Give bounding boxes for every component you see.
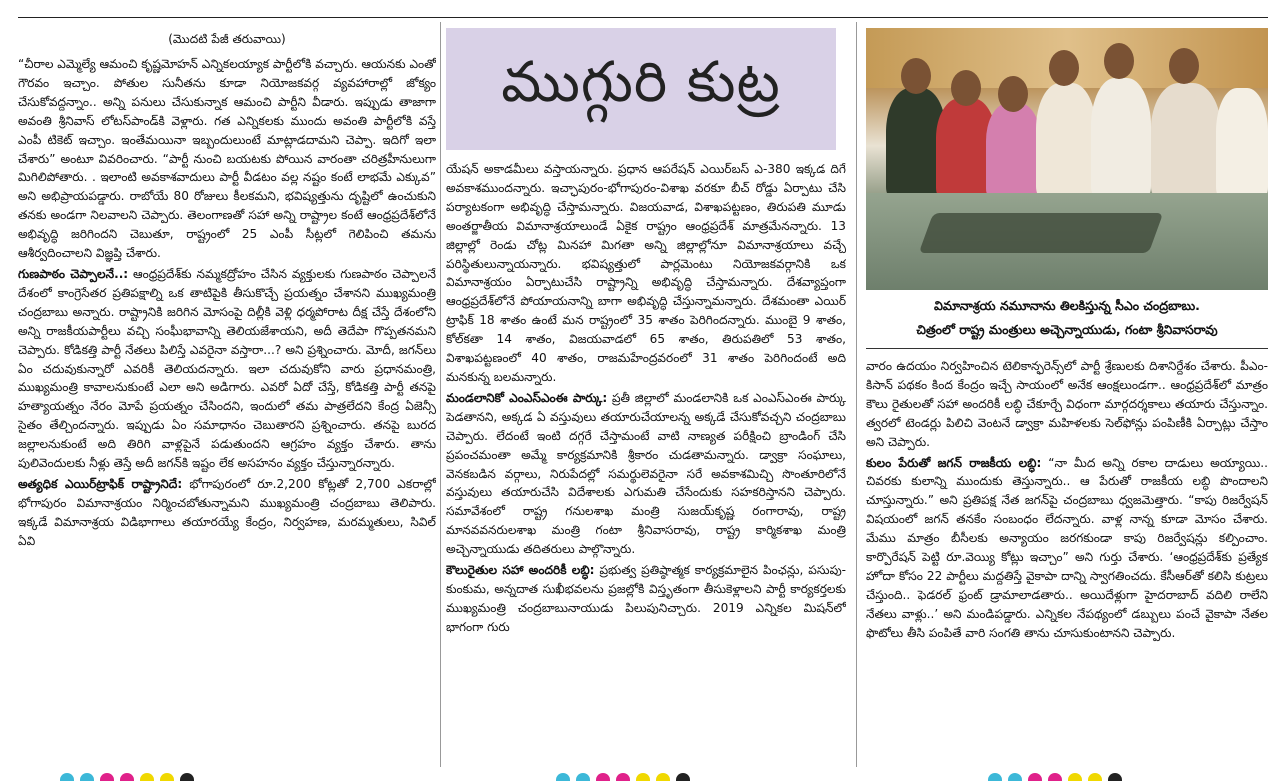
paragraph-text: “చీరాల ఎమ్మెల్యే ఆమంచి కృష్ణమోహన్ ఎన్నికలయ్యాక పార్టీలోకి వచ్చారు. ఆయనకు ఎంతో గౌరవం ఇచ్చాం. పోతుల సునీతను కూడా నియోజకవర్గ వ్యవహారాల్లో జోక్యం చేసుకోవద్దన్నాం.. అన్ని పనులు చేసుకున్నాక ఆమంచి పార్టీని వీడారు. ఇప్పుడు తాజాగా అవంతి శ్రీనివాస్ లోటస్‌పాండ్‌కి వెళ్లారు. గత ఎన్నికలకు ముందు అవంతి పార్టీలోకి వస్తే ఎంపీ టికెట్ ఇచ్చాం. ఇంతేమయినా ఇబ్బందులుంటే మాట్లాడదామని చెప్పా. ఇదిగో ఇలా చేశారు” అంటూ వివరించారు. “పార్టీ నుంచి బయటకు పోయిన వారంతా చరిత్రహీనులుగా మిగిలిపోతారు. . ఇలాంటి అవకాశవాదులు పార్టీ వీడటం వల్ల నష్టం కంటే లాభమే ఎక్కువ” అని అభిప్రాయపడ్డారు. రాబోయే 80 రోజులు కీలకమని, భవిష్యత్తును దృష్టిలో ఉంచుకుని తనకు అండగా నిలవాలని చెప్పారు. తెలంగాణతో సహా అన్ని రాష్ట్రాల కంటే ఆంధ్రప్రదేశ్‌లోనే అభివృద్ధి జరిగిందని చెబుతూ, రాష్ట్రంలో 25 ఎంపీ సీట్లలో గెలిపించి తమను ఆశీర్వదించాలని విజ్ఞప్తి చేశారు.	[18, 57, 436, 261]
registration-dot	[636, 773, 650, 781]
registration-dot	[1048, 773, 1062, 781]
registration-dot	[1028, 773, 1042, 781]
registration-marks	[60, 773, 194, 781]
article-paragraph	[18, 265, 436, 473]
registration-dot	[60, 773, 74, 781]
paragraph-text: వారం ఉదయం నిర్వహించిన టెలికాన్ఫరెన్స్‌లో పార్టీ శ్రేణులకు దిశానిర్దేశం చేశారు. పీఎం-కిసాన్ పథకం కింద కేంద్రం ఇచ్చే సాయంలో అనేక ఆంక్షలుండగా.. ఆంధ్రప్రదేశ్‌లో మాత్రం కౌలు రైతులతో సహా అందరికీ లబ్ధి చేకూర్చే విధంగా మార్గదర్శకాలు తయారు చేస్తున్నాం. త్వరలో టెండర్లు పిలిచి వెంటనే డ్వాక్రా మహిళలకు సెల్‌ఫోన్లు పంపిణీకి ఏర్పాట్లు చేస్తాం అని చెప్పారు.	[866, 359, 1268, 449]
registration-dot	[676, 773, 690, 781]
headline: ముగ్గురి కుట్ర	[501, 49, 781, 115]
photo-head	[901, 58, 931, 94]
paragraph-lead: మండలానికో ఎంఎస్‌ఎంఈ పార్కు:	[446, 390, 608, 405]
photo-person	[986, 103, 1041, 198]
photo-head	[1049, 50, 1079, 86]
continued-marker: (మొదటి పేజీ తరువాయి)	[168, 32, 286, 46]
paragraph-text: ప్రతీ జిల్లాలో మండలానికి ఒక ఎంఎస్‌ఎంఈ పార్కు పెడతానని, అక్కడ ఏ వస్తువులు తయారుచేయాలన్న అక్కడే చేసుకోవచ్చని చంద్రబాబు చెప్పారు. లేదంటే ఇంటి దగ్గరే చేస్తామంటే వాటి నాణ్యత పరీక్షించి బ్రాండింగ్ చేసి ప్రపంచమంతా అమ్మే కార్యక్రమానికి శ్రీకారం చుడతామన్నారు. డ్వాక్రా సంఘాలు, వెనకబడిన వర్గాలు, నిరుపేదల్లో సమర్థులెవరైనా సరే అవకాశమిచ్చి సొంతూరిలోనే వస్తువులు తయారుచేసి విదేశాలకు ఎగుమతి చేసేందుకు సహకరిస్తానని చెప్పారు. సమావేశంలో రాష్ట్ర గనులశాఖ మంత్రి సుజయ్‌కృష్ణ రంగారావు, రాష్ట్ర మానవవనరులశాఖ మంత్రి గంటా శ్రీనివాసరావు, రాష్ట్ర కార్మికశాఖ మంత్రి అచ్చెన్నాయుడు తదితరులు పాల్గొన్నారు.	[446, 390, 846, 557]
photo-head	[998, 76, 1028, 112]
photo-person	[1216, 88, 1268, 198]
photo-head	[1104, 43, 1134, 79]
airport-model	[919, 213, 1164, 253]
article-paragraph	[446, 561, 846, 637]
registration-dot	[1008, 773, 1022, 781]
registration-dot	[1088, 773, 1102, 781]
caption-line: విమానాశ్రయ నమూనాను తిలకిస్తున్న సీఎం చంద్రబాబు.	[934, 298, 1200, 313]
registration-dot	[556, 773, 570, 781]
column-divider	[440, 22, 441, 767]
registration-dot	[120, 773, 134, 781]
article-paragraph	[18, 55, 436, 263]
article-paragraph	[446, 160, 846, 387]
registration-dot	[988, 773, 1002, 781]
photo-person	[1091, 78, 1151, 198]
photo-person	[1151, 83, 1221, 198]
article-column-2	[446, 22, 846, 767]
photo-head	[1169, 48, 1199, 84]
paragraph-text: ఆంధ్రప్రదేశ్‌కు నమ్మకద్రోహం చేసిన వ్యక్తులకు గుణపాఠం చెప్పాలనే దేశంలో కాంగ్రెసేతర ప్రతిపక్షాల్ని ఒక తాటిపైకి తీసుకొచ్చే ప్రయత్నం చేశానని ముఖ్యమంత్రి చంద్రబాబు అన్నారు. రాష్ట్రానికి జరిగిన మోసంపై దిల్లీకి వెళ్లి ధర్మపోరాట దీక్ష చేస్తే దేశంలోని అన్ని రాజకీయపార్టీలు వచ్చి సంఘీభావాన్ని తెలియజేశాయని, అదీ తెదేపా గొప్పతనమని చెప్పారు. కోడికత్తి పార్టీ నేతలు పిలిస్తే ఎవరైనా వస్తారా...? అని ప్రశ్నించారు. మోదీ, జగన్‌లు ఏం చదువుకున్నారో ఎవరికీ తెలియదన్నారు. ఇలా చదువుకోని వారు ప్రధానమంత్రి, ముఖ్యమంత్రి కావాలనుకుంటే ఎలా అని అడిగారు. ఎవరో ఏదో చేస్తే, కోడికత్తి పార్టీ తనపై హత్యాయత్నం నేరం మోపే ప్రయత్నం చేసిందని, ఇందులో తమ పాత్రలేదని కేంద్ర ఏజెన్సీ సైతం తేల్చిందన్నారు. ఇప్పుడు ఏం సమాధానం చెబుతారని ప్రశ్నించారు. తనపై బురద జల్లాలనుకుంటే అది తిరిగి వాళ్లపైనే పడుతుందని ఆగ్రహం వ్యక్తం చేశారు. తాను పులివెందులకు నీళ్లు తెస్తే అదీ జగన్‌కి ఇష్టం లేక అసహనం వ్యక్తం చేస్తున్నారన్నారు.	[18, 266, 436, 471]
headline-box	[446, 28, 836, 150]
paragraph-lead: అత్యధిక ఎయిర్‌ట్రాఫిక్ రాష్ట్రానిదే:	[18, 476, 183, 491]
photo-person	[1036, 83, 1096, 198]
registration-dot	[100, 773, 114, 781]
paragraph-lead: కౌలురైతుల సహా అందరికీ లబ్ధి:	[446, 563, 595, 578]
registration-dot	[616, 773, 630, 781]
article-paragraph	[446, 389, 846, 559]
paragraph-lead: గుణపాఠం చెప్పాలనే..:	[18, 266, 129, 281]
article-column-1	[18, 22, 436, 767]
registration-dot	[576, 773, 590, 781]
photo-caption	[866, 290, 1268, 349]
registration-marks	[556, 773, 690, 781]
column-divider	[856, 22, 857, 767]
paragraph-text: భోగాపురంలో రూ.2,200 కోట్లతో 2,700 ఎకరాల్లో భోగాపురం విమానాశ్రయం నిర్మించబోతున్నామని ముఖ్యమంత్రి చంద్రబాబు తెలిపారు. ఇక్కడే విమానాశ్రయ విడిభాగాలు తయారయ్యే కేంద్రం, నిర్వహణ, మరమ్మతులు, సివిల్ ఏవి	[18, 476, 436, 548]
photo-head	[951, 70, 981, 106]
registration-dot	[1108, 773, 1122, 781]
caption-line: చిత్రంలో రాష్ట్ర మంత్రులు అచ్చెన్నాయుడు, గంటా శ్రీనివాసరావు	[916, 322, 1218, 337]
article-paragraph	[866, 454, 1268, 643]
registration-dot	[180, 773, 194, 781]
registration-marks	[988, 773, 1122, 781]
registration-dot	[596, 773, 610, 781]
top-rule	[18, 17, 1268, 18]
registration-dot	[140, 773, 154, 781]
registration-dot	[656, 773, 670, 781]
paragraph-text: యేషన్ అకాడమీలు వస్తాయన్నారు. ప్రధాన ఆపరేషన్ ఎయిర్‌బస్ ఎ-380 ఇక్కడ దిగే అవకాశముందన్నారు. ఇచ్ఛాపురం-భోగాపురం-విశాఖ వరకూ బీచ్ రోడ్డు ఏర్పాటు చేసి పర్యాటకంగా అభివృద్ధి చేస్తామన్నారు. విజయవాడ, విశాఖపట్టణం, తిరుపతి మూడు అంతర్జాతీయ విమానాశ్రయాలుండే ఏకైక రాష్ట్రం ఆంధ్రప్రదేశ్ మాత్రమేనన్నారు. 13 జిల్లాల్లో రెండు చోట్ల మినహా మిగతా అన్ని జిల్లాల్లోనూ విమానాశ్రయాలు వచ్చే పరిస్థితులున్నాయన్నారు. భవిష్యత్తులో పార్లమెంటు నియోజకవర్గానికి ఒక విమానాశ్రయం ఏర్పాటుచేసి రాష్ట్రాన్ని అభివృద్ధి చేస్తామన్నారు. దేశవ్యాప్తంగా ఆంధ్రప్రదేశ్‌లోనే పోయాయనాన్ని బాగా అభివృద్ధి చేస్తున్నామన్నారు. దేశమంతా ఎయిర్ ట్రాఫిక్ 18 శాతం ఉంటే మన రాష్ట్రంలో 35 శాతం పెరిగిందన్నారు. ముంబై 9 శాతం, కోల్‌కతా 14 శాతం, విజయవాడలో 65 శాతం, తిరుపతిలో 53 శాతం, విశాఖపట్టణంలో 40 శాతం, రాజమహేంద్రవరంలో 31 శాతం పెరిగిందంటే అది మనకున్న బలమన్నారు.	[446, 162, 846, 384]
paragraph-lead: కులం పేరుతో జగన్ రాజకీయ లబ్ధి:	[866, 455, 1042, 470]
registration-dot	[160, 773, 174, 781]
paragraph-text: ప్రభుత్వ ప్రతిష్ఠాత్మక కార్యక్రమాలైన పింఛన్లు, పసుపు-కుంకుమ, అన్నదాత సుఖీభవలను ప్రజల్లోకి విస్తృతంగా తీసుకెళ్లాలని పార్టీ కార్యకర్తలకు ముఖ్యమంత్రి చంద్రబాబునాయుడు పిలుపునిచ్చారు. 2019 ఎన్నికల మిషన్‌లో భాగంగా గురు	[446, 563, 846, 634]
article-column-3	[866, 22, 1268, 767]
registration-dot	[80, 773, 94, 781]
registration-dot	[1068, 773, 1082, 781]
paragraph-text: “నా మీద అన్ని రకాల దాడులు అయ్యాయి.. చివరకు కులాన్ని ముందుకు తెస్తున్నారు.. ఆ పేరుతో రాజకీయ లబ్ధి పొందాలని చూస్తున్నారు.” అని ప్రతిపక్ష నేత జగన్‌పై చంద్రబాబు ధ్వజమెత్తారు. “కాపు రిజర్వేషన్ విషయంలో జగన్ తనకేం సంబంధం లేదన్నారు. వాళ్ల నాన్న కూడా మోసం చేశారు. మేము మాత్రం బీసీలకు అన్యాయం జరగకుండా కాపు రిజర్వేషన్లు కల్పించాం. కార్పొరేషన్ పెట్టి రూ.వెయ్యి కోట్లు ఇచ్చాం” అని గుర్తు చేశారు. ‘ఆంధ్రప్రదేశ్‌కు ప్రత్యేక హోదా కోసం 22 పార్టీలు మద్దతిస్తే వైకాపా దాన్ని స్వాగతించదు. కేసీఆర్‌తో కలిసి కుట్రలు చేస్తుంది.. ఫెడరల్ ఫ్రంట్ డ్రామాలాడతారు.. అయిదేళ్లుగా హైదరాబాద్ వదిలి రాలేని నేతలు వాళ్లు..’ అని మండిపడ్డారు. ఎన్నికల నేపథ్యంలో డబ్బులు పంచే వైకాపా నేతల ఫొటోలు తీసి పంపితే వారి సంగతి తాను చూసుకుంటానని చెప్పారు.	[866, 455, 1268, 640]
news-photo	[866, 28, 1268, 290]
article-paragraph	[866, 357, 1268, 452]
article-paragraph	[18, 475, 436, 551]
